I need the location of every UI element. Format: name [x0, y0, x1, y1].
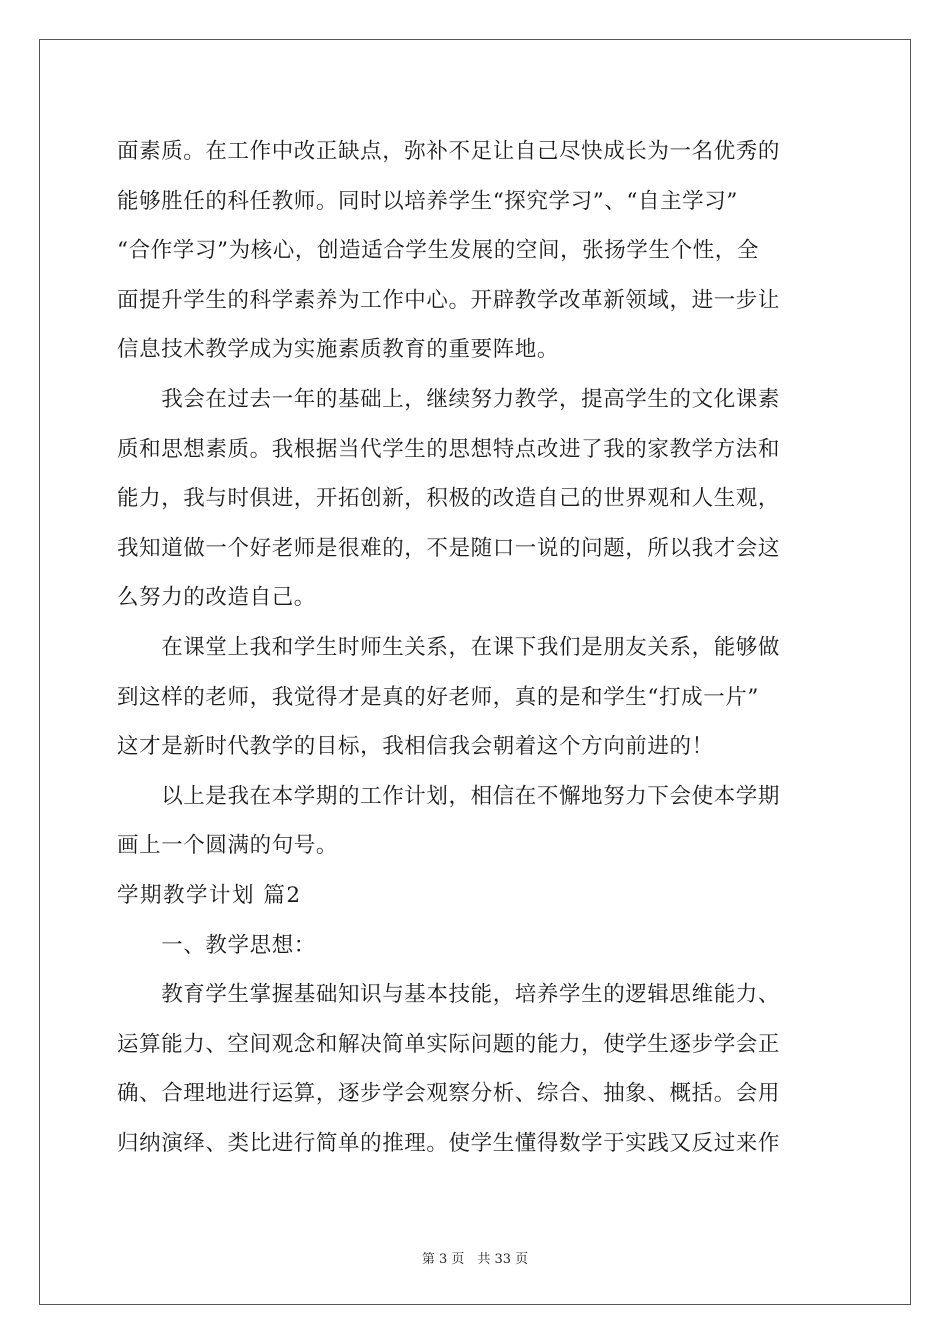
text-line: 画上一个圆满的句号。: [117, 833, 339, 859]
section-heading: 学期教学计划 篇2: [117, 882, 302, 908]
text-line: 能力，我与时俱进，开拓创新，积极的改造自己的世界观和人生观，: [117, 486, 781, 512]
text-line: “合作学习”为核心，创造适合学生发展的空间，张扬学生个性，全: [117, 238, 759, 264]
page-number: 第 3 页 共 33 页: [421, 1252, 529, 1267]
text-line: 一、教学思想：: [117, 932, 316, 958]
text-line: 在课堂上我和学生时师生关系，在课下我们是朋友关系，能够做: [117, 634, 781, 660]
text-line: 我会在过去一年的基础上，继续努力教学，提高学生的文化课素: [117, 386, 781, 412]
text-line: 以上是我在本学期的工作计划，相信在不懈地努力下会使本学期: [117, 783, 781, 809]
text-line: 这才是新时代教学的目标，我相信我会朝着这个方向前进的！: [117, 734, 714, 760]
text-line: 教育学生掌握基础知识与基本技能，培养学生的逻辑思维能力、: [117, 982, 781, 1008]
text-line: 信息技术教学成为实施素质教育的重要阵地。: [117, 337, 560, 363]
text-line: 确、合理地进行运算，逐步学会观察分析、综合、抽象、概括。会用: [117, 1081, 781, 1107]
document-body: [117, 127, 833, 1168]
text-line: 到这样的老师，我觉得才是真的好老师，真的是和学生“打成一片”: [117, 684, 759, 710]
text-line: 面提升学生的科学素养为工作中心。开辟教学改革新领域，进一步让: [117, 287, 781, 313]
text-line: 运算能力、空间观念和解决简单实际问题的能力，使学生逐步学会正: [117, 1031, 781, 1057]
text-line: 质和思想素质。我根据当代学生的思想特点改进了我的家教学方法和: [117, 436, 781, 462]
text-line: 面素质。在工作中改正缺点，弥补不足让自己尽快成长为一名优秀的: [117, 139, 781, 164]
text-line: 能够胜任的科任教师。同时以培养学生“探究学习”、“自主学习”: [117, 188, 738, 214]
text-line: 我知道做一个好老师是很难的，不是随口一说的问题，所以我才会这: [117, 535, 781, 561]
text-line: 么努力的改造自己。: [117, 585, 316, 611]
text-line: 归纳演绎、类比进行简单的推理。使学生懂得数学于实践又反过来作: [117, 1130, 781, 1156]
